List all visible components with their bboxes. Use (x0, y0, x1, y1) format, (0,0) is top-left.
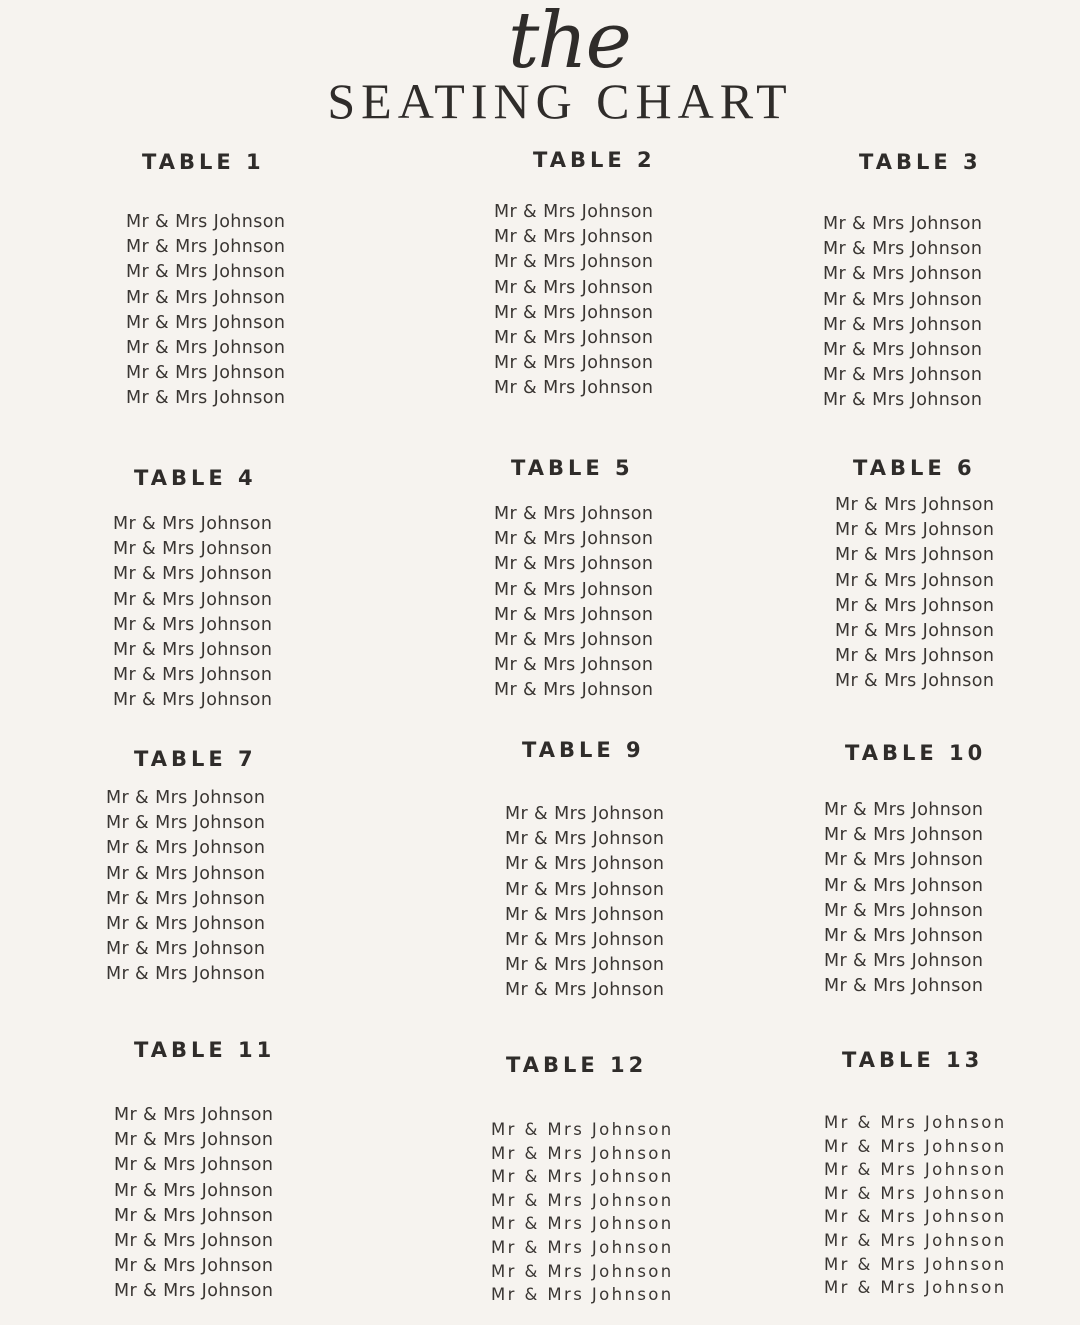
guest-name: Mr & Mrs Johnson (824, 850, 984, 871)
guest-name: Mr & Mrs Johnson (835, 495, 995, 515)
guest-name: Mr & Mrs Johnson (823, 339, 983, 360)
guest-name: Mr & Mrs Johnson (126, 363, 286, 384)
guest-name: Mr & Mrs Johnson (824, 875, 984, 896)
guest-name: Mr & Mrs Johnson (824, 900, 984, 921)
guest-name: Mr & Mrs Johnson (494, 604, 654, 625)
table-block (134, 466, 257, 490)
table-title: TABLE 6 (853, 456, 976, 480)
guest-list-block (505, 802, 664, 1004)
guest-name: Mr & Mrs Johnson (824, 1160, 1007, 1180)
guest-list-block (106, 786, 265, 988)
guest-name: Mr & Mrs Johnson (114, 1230, 274, 1251)
guest-name: Mr & Mrs Johnson (491, 1261, 674, 1281)
guest-list-block (494, 502, 653, 704)
guest-name: Mr & Mrs Johnson (823, 314, 983, 335)
guest-name: Mr & Mrs Johnson (824, 1278, 1007, 1298)
guest-name: Mr & Mrs Johnson (113, 514, 273, 534)
guest-name: Mr & Mrs Johnson (824, 1113, 1007, 1132)
guest-name: Mr & Mrs Johnson (824, 1136, 1007, 1156)
chart-header (0, 0, 1080, 140)
guest-name: Mr & Mrs Johnson (114, 1205, 274, 1226)
guest-name: Mr & Mrs Johnson (106, 838, 266, 859)
guest-name: Mr & Mrs Johnson (126, 312, 286, 333)
guest-name: Mr & Mrs Johnson (823, 239, 983, 260)
guest-name: Mr & Mrs Johnson (491, 1214, 674, 1234)
guest-list (491, 1118, 674, 1307)
guest-list (126, 210, 285, 412)
guest-name: Mr & Mrs Johnson (824, 800, 984, 820)
table-title: TABLE 7 (134, 747, 257, 771)
table-block (134, 1038, 275, 1062)
guest-name: Mr & Mrs Johnson (494, 554, 654, 575)
guest-name: Mr & Mrs Johnson (824, 976, 984, 997)
guest-name: Mr & Mrs Johnson (505, 854, 665, 875)
guest-name: Mr & Mrs Johnson (106, 813, 266, 834)
guest-name: Mr & Mrs Johnson (505, 980, 665, 1001)
table-title: TABLE 11 (134, 1038, 276, 1062)
table-block (845, 741, 986, 765)
guest-name: Mr & Mrs Johnson (113, 639, 273, 660)
guest-name: Mr & Mrs Johnson (106, 964, 266, 985)
guest-name: Mr & Mrs Johnson (824, 1183, 1007, 1203)
guest-name: Mr & Mrs Johnson (106, 888, 266, 909)
guest-name: Mr & Mrs Johnson (835, 595, 995, 616)
page-title: SEATING CHART (327, 73, 793, 129)
guest-name: Mr & Mrs Johnson (114, 1281, 274, 1302)
script-the: the (508, 0, 630, 86)
table-block (842, 1048, 983, 1072)
guest-name: Mr & Mrs Johnson (505, 879, 665, 900)
guest-name: Mr & Mrs Johnson (126, 262, 286, 283)
guest-name: Mr & Mrs Johnson (113, 690, 273, 711)
guest-name: Mr & Mrs Johnson (491, 1143, 674, 1163)
table-block (134, 747, 257, 771)
guest-name: Mr & Mrs Johnson (824, 825, 984, 846)
guest-name: Mr & Mrs Johnson (126, 337, 286, 358)
guest-name: Mr & Mrs Johnson (114, 1155, 274, 1176)
guest-name: Mr & Mrs Johnson (126, 388, 286, 409)
guest-list-block (126, 210, 285, 412)
guest-list (113, 512, 272, 714)
guest-name: Mr & Mrs Johnson (114, 1105, 274, 1125)
table-title: TABLE 12 (506, 1053, 648, 1077)
guest-name: Mr & Mrs Johnson (126, 287, 286, 308)
guest-list-block (494, 200, 653, 402)
guest-name: Mr & Mrs Johnson (106, 913, 266, 934)
guest-name: Mr & Mrs Johnson (835, 671, 995, 692)
table-block (533, 148, 656, 172)
guest-list-block (113, 512, 272, 714)
table-block (506, 1053, 647, 1077)
guest-list (824, 1111, 1007, 1300)
guest-list (835, 493, 994, 695)
guest-name: Mr & Mrs Johnson (114, 1180, 274, 1201)
guest-name: Mr & Mrs Johnson (114, 1256, 274, 1277)
table-block (142, 150, 265, 174)
table-title: TABLE 5 (511, 456, 634, 480)
guest-name: Mr & Mrs Johnson (113, 589, 273, 610)
guest-name: Mr & Mrs Johnson (835, 520, 995, 541)
guest-name: Mr & Mrs Johnson (113, 665, 273, 686)
guest-list (824, 798, 983, 1000)
guest-name: Mr & Mrs Johnson (494, 353, 654, 374)
guest-name: Mr & Mrs Johnson (824, 925, 984, 946)
guest-name: Mr & Mrs Johnson (106, 939, 266, 960)
guest-list (106, 786, 265, 988)
guest-name: Mr & Mrs Johnson (824, 1254, 1007, 1274)
guest-name: Mr & Mrs Johnson (824, 951, 984, 972)
guest-list-block (824, 798, 983, 1000)
guest-list (505, 802, 664, 1004)
guest-name: Mr & Mrs Johnson (106, 788, 266, 808)
guest-name: Mr & Mrs Johnson (113, 614, 273, 635)
guest-name: Mr & Mrs Johnson (491, 1120, 674, 1139)
guest-name: Mr & Mrs Johnson (823, 289, 983, 310)
guest-name: Mr & Mrs Johnson (491, 1237, 674, 1257)
table-title: TABLE 10 (845, 741, 987, 765)
guest-name: Mr & Mrs Johnson (494, 655, 654, 676)
guest-list-block (114, 1103, 273, 1305)
guest-list (494, 200, 653, 402)
guest-name: Mr & Mrs Johnson (113, 539, 273, 560)
guest-name: Mr & Mrs Johnson (494, 680, 654, 701)
guest-name: Mr & Mrs Johnson (494, 277, 654, 298)
guest-name: Mr & Mrs Johnson (823, 264, 983, 285)
guest-name: Mr & Mrs Johnson (823, 365, 983, 386)
guest-name: Mr & Mrs Johnson (126, 237, 286, 258)
guest-name: Mr & Mrs Johnson (494, 629, 654, 650)
guest-list-block (835, 493, 994, 695)
guest-name: Mr & Mrs Johnson (494, 302, 654, 323)
guest-list (823, 212, 982, 414)
guest-name: Mr & Mrs Johnson (114, 1130, 274, 1151)
guest-list-block (491, 1118, 674, 1307)
guest-name: Mr & Mrs Johnson (491, 1167, 674, 1187)
guest-name: Mr & Mrs Johnson (494, 227, 654, 248)
guest-name: Mr & Mrs Johnson (835, 545, 995, 566)
table-title: TABLE 4 (134, 466, 257, 490)
table-title: TABLE 1 (142, 150, 265, 174)
table-block (859, 150, 982, 174)
guest-name: Mr & Mrs Johnson (824, 1207, 1007, 1227)
table-block (511, 456, 634, 480)
table-block (853, 456, 976, 480)
guest-name: Mr & Mrs Johnson (113, 564, 273, 585)
guest-name: Mr & Mrs Johnson (835, 570, 995, 591)
guest-name: Mr & Mrs Johnson (126, 212, 286, 232)
table-title: TABLE 9 (522, 738, 645, 762)
table-title: TABLE 13 (842, 1048, 984, 1072)
guest-name: Mr & Mrs Johnson (494, 579, 654, 600)
guest-name: Mr & Mrs Johnson (494, 252, 654, 273)
guest-name: Mr & Mrs Johnson (494, 327, 654, 348)
guest-name: Mr & Mrs Johnson (835, 620, 995, 641)
guest-name: Mr & Mrs Johnson (505, 829, 665, 850)
guest-name: Mr & Mrs Johnson (106, 863, 266, 884)
guest-list-block (823, 212, 982, 414)
table-title: TABLE 3 (859, 150, 982, 174)
table-block (522, 738, 645, 762)
guest-name: Mr & Mrs Johnson (491, 1285, 674, 1305)
table-title: TABLE 2 (533, 148, 656, 172)
guest-name: Mr & Mrs Johnson (505, 804, 665, 824)
guest-name: Mr & Mrs Johnson (505, 955, 665, 976)
guest-name: Mr & Mrs Johnson (824, 1230, 1007, 1250)
guest-list (494, 502, 653, 704)
guest-name: Mr & Mrs Johnson (491, 1190, 674, 1210)
guest-name: Mr & Mrs Johnson (505, 929, 665, 950)
guest-name: Mr & Mrs Johnson (505, 904, 665, 925)
guest-name: Mr & Mrs Johnson (823, 390, 983, 411)
guest-name: Mr & Mrs Johnson (494, 529, 654, 550)
guest-name: Mr & Mrs Johnson (835, 646, 995, 667)
guest-name: Mr & Mrs Johnson (494, 504, 654, 524)
guest-list (114, 1103, 273, 1305)
guest-list-block (824, 1111, 1007, 1300)
guest-name: Mr & Mrs Johnson (494, 378, 654, 399)
guest-name: Mr & Mrs Johnson (823, 214, 983, 234)
guest-name: Mr & Mrs Johnson (494, 202, 654, 222)
